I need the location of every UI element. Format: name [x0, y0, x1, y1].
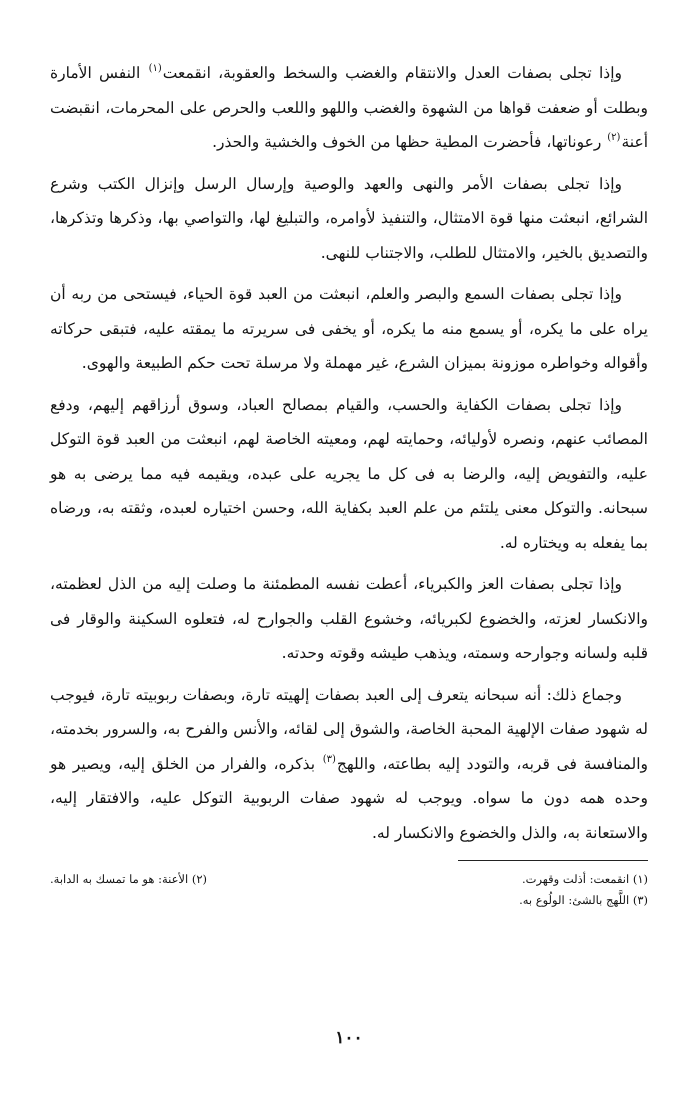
footnote-row — [50, 890, 648, 911]
paragraph-summary — [50, 678, 648, 851]
paragraph-hearing: وإذا تجلى بصفات السمع والبصر والعلم، انبعثت من العبد قوة الحياء، فيستحى من ربه أن يراه على ما يكره، أو يسمع منه ما يكره، أو يخفى فى سريرته ما يمقته عليه، فتبقى حركاته وأقواله وخواطره موزونة بميزان الشرع، غير مهملة ولا مرسلة تحت حكم الطبيعة والهوى. — [50, 285, 648, 372]
footnote-row — [50, 869, 648, 890]
text-run: النفس الأمارة وبطلت أو ضعفت قواها من الشهوة والغضب واللهو واللعب والحرص على المحرمات، انقبضت أعنة — [50, 64, 648, 151]
footnote-marker-1[interactable]: (١) — [148, 63, 162, 74]
paragraph-sufficiency: وإذا تجلى بصفات الكفاية والحسب، والقيام بمصالح العباد، وسوق أرزاقهم إليهم، ودفع المصائب عنهم، ونصره لأوليائه، وحمايته لهم، ومعيته الخاصة لهم، انبعثت من العبد قوة التوكل عليه، والتفويض إليه، والرضا به فى كل ما يجريه على عبده، ويقيمه فيه مما يرضى به هو سبحانه. والتوكل معنى يلتئم من علم العبد بكفاية الله، وحسن اختياره لعبده، وثقته به، ورضاه بما يفعله به ويختاره له. — [50, 395, 648, 552]
text-run: وإذا تجلى بصفات العدل والانتقام والغضب والسخط والعقوبة، انقمعت — [162, 64, 622, 82]
footnote-2: (٢) الأعنة: هو ما تمسك به الدابة. — [50, 872, 208, 886]
paragraph-command: وإذا تجلى بصفات الأمر والنهى والعهد والوصية وإرسال الرسل وإنزال الكتب وشرع الشرائع، انبعثت منها قوة الامتثال، والتنفيذ لأوامره، والتبليغ لها، والتواصي بها، وذكرها وتذكرها، والتصديق بالخير، والامتثال للطلب، والاجتناب للنهى. — [50, 174, 648, 262]
footnote-separator — [458, 860, 648, 861]
footnote-3: (٣) اللَّهج بالشئ: الولُوع به. — [519, 893, 648, 907]
text-run: وجماع ذلك: أنه سبحانه يتعرف إلى العبد بصفات إلهيته تارة، وبصفات ربوبيته تارة، فيوجب له شهود صفات الإلهية المحبة الخاصة، والشوق إلى لقائه، والأنس والفرح به، والسرور بخدمته، والمنافسة فى قربه، والتودد إليه بطاعته، واللهج — [50, 685, 648, 773]
paragraph-justice — [50, 56, 648, 160]
paragraph-glory: وإذا تجلى بصفات العز والكبرياء، أعطت نفسه المطمئنة ما وصلت إليه من الذل لعظمته، والانكسار لعزته، والخضوع لكبريائه، وخشوع القلب والجوارح له، فتعلوه السكينة والوقار فى قلبه ولسانه وجوارحه وسمته، ويذهب طيشه وقوته وحدته. — [50, 575, 648, 662]
page-number: ١٠٠ — [335, 1028, 363, 1048]
footnote-marker-3[interactable]: (٣) — [322, 753, 336, 765]
text-run: بذكره، والفرار من الخلق إليه، ويصير هو وحده همه دون ما سواه. ويوجب له شهود صفات الربوبية التوكل عليه، والافتقار إليه، والاستعانة به، والذل والخضوع والانكسار له. — [50, 754, 648, 842]
text-run: رعوناتها، فأحضرت المطية حظها من الخوف والخشية والحذر. — [212, 133, 607, 151]
footnote-marker-2[interactable]: (٢) — [607, 132, 621, 143]
main-text — [50, 56, 648, 850]
footnote-1: (١) انقمعت: أذلت وقهرت. — [521, 872, 648, 886]
footnotes — [50, 869, 648, 911]
